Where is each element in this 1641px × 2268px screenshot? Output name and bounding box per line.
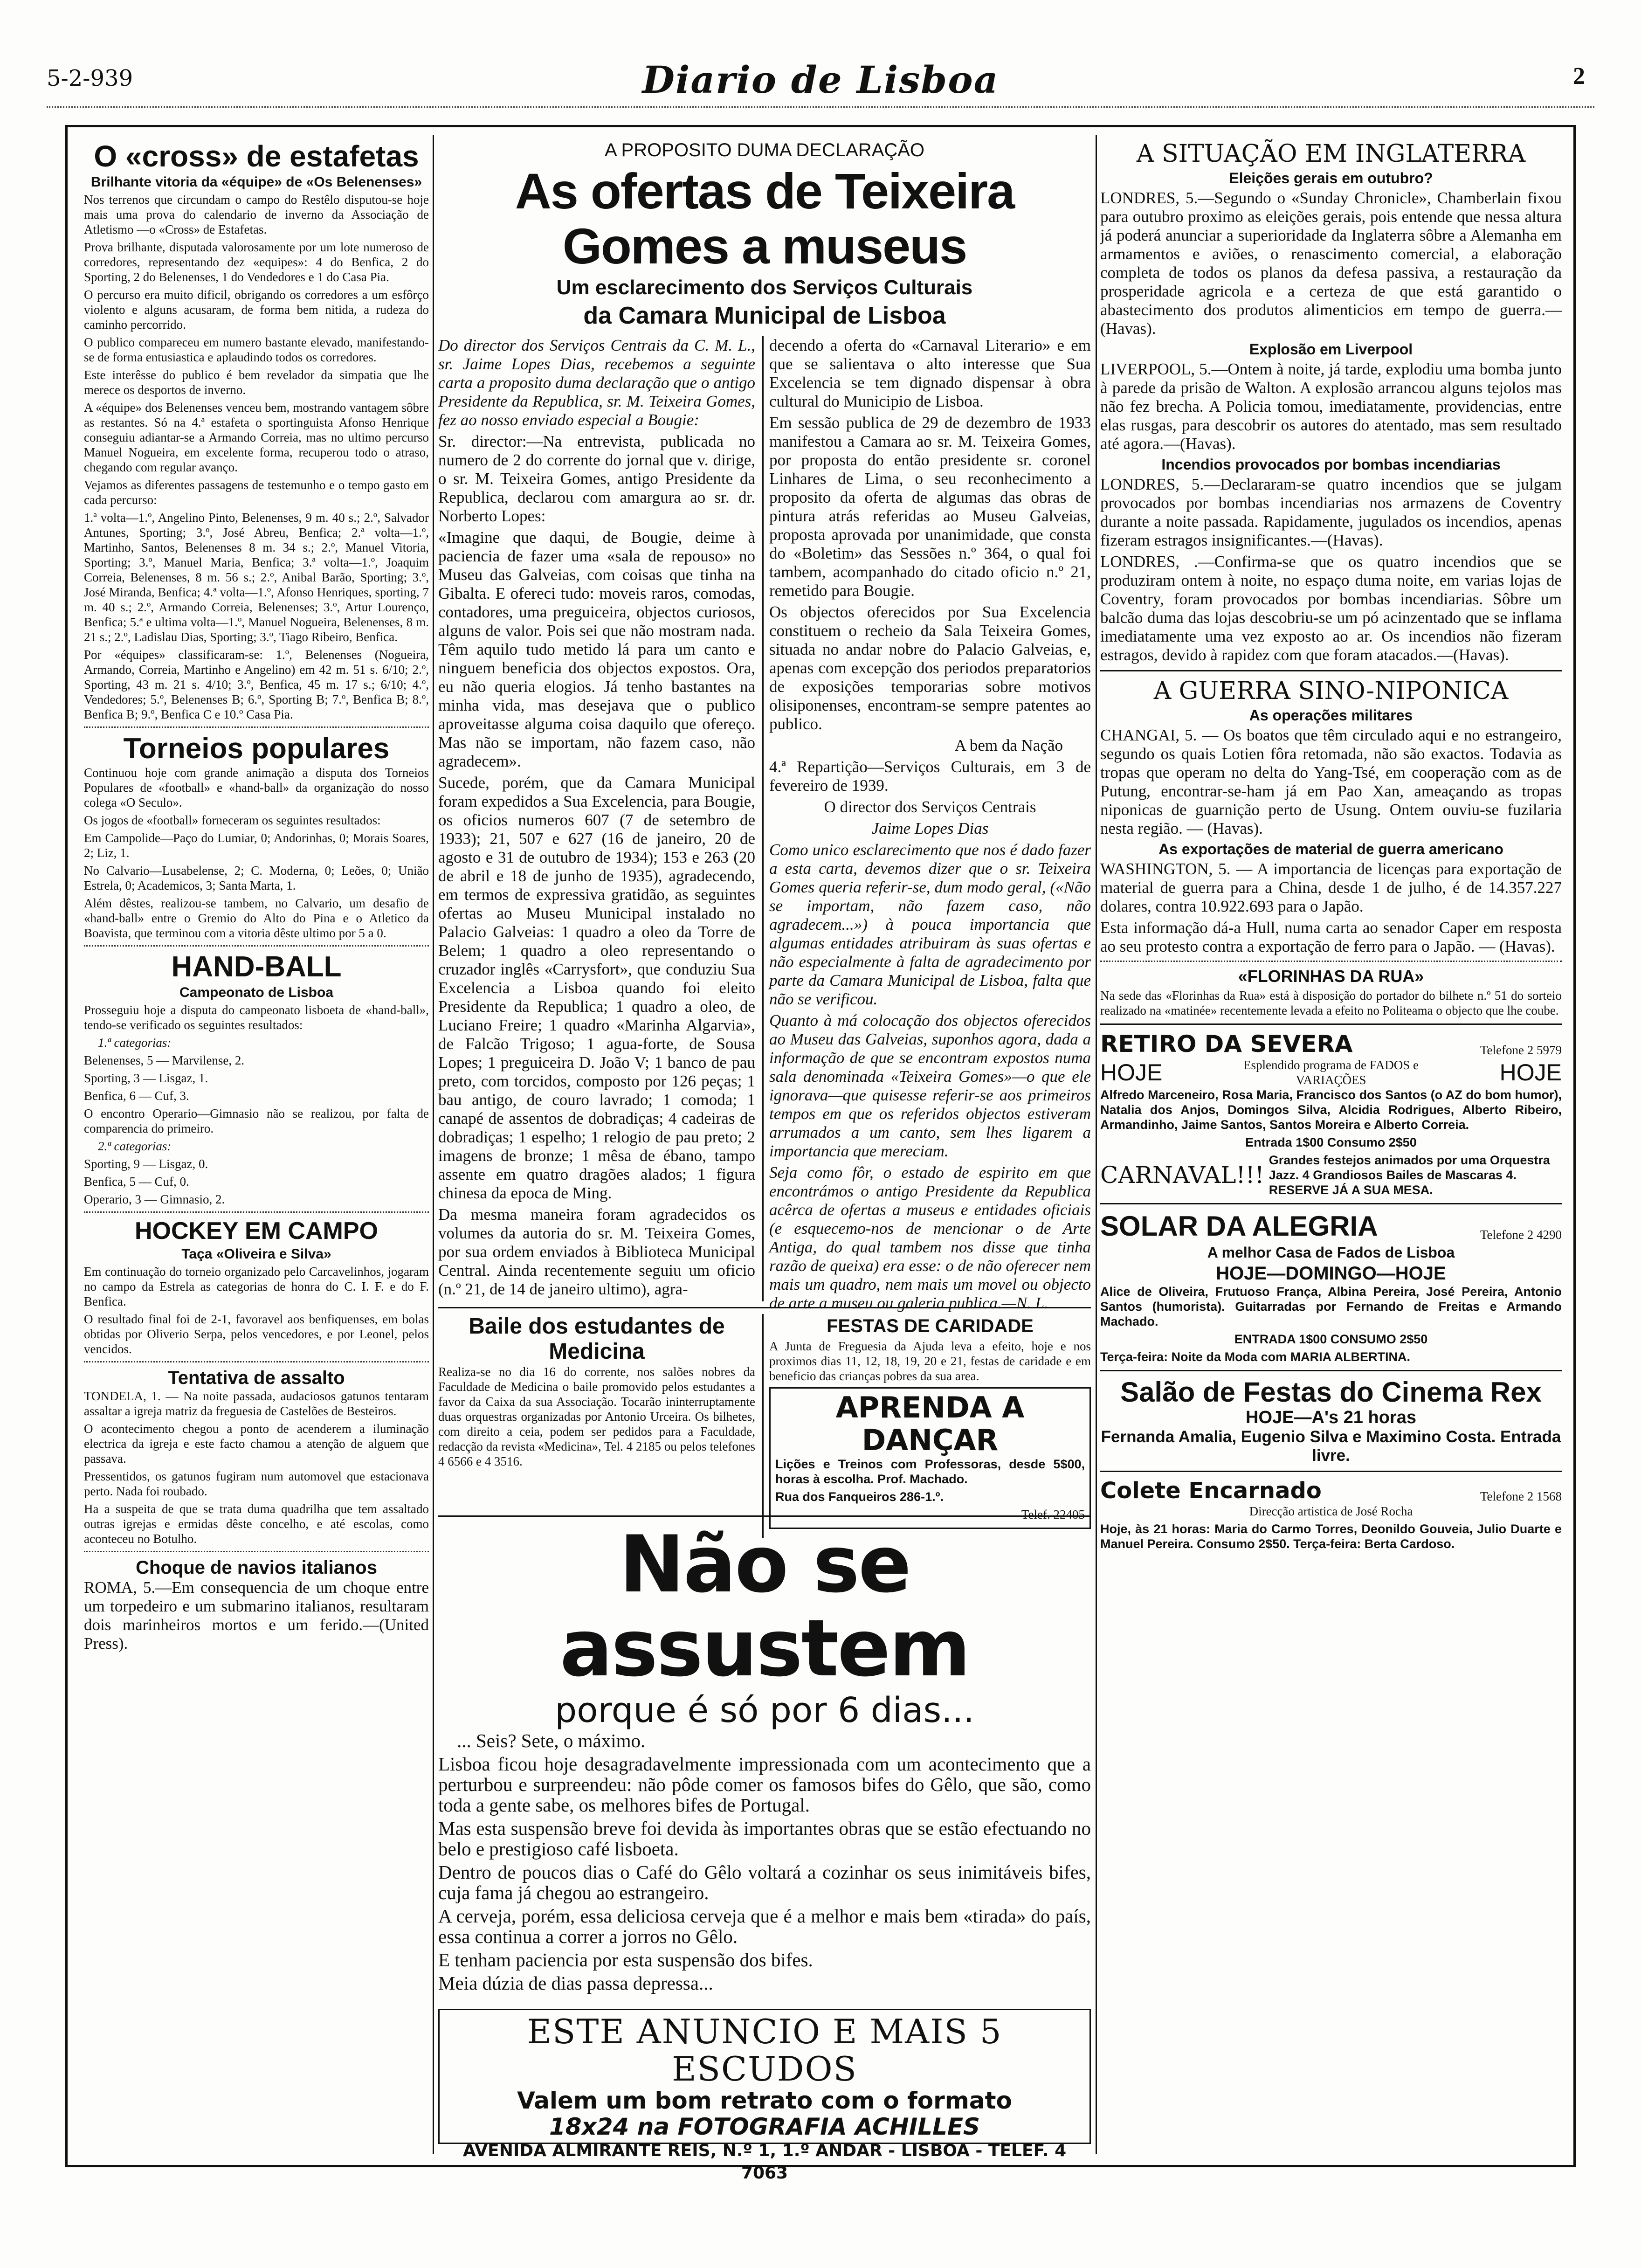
solar-headline: SOLAR DA ALEGRIA xyxy=(1100,1210,1378,1242)
severa-telephone: Telefone 2 5979 xyxy=(1480,1043,1562,1057)
severa-hoje: HOJE xyxy=(1499,1059,1562,1086)
article-headline: As ofertas de Teixeira Gomes a museus xyxy=(515,163,1014,274)
solar-hoje: HOJE—DOMINGO—HOJE xyxy=(1216,1263,1446,1284)
assalto-paragraph: O acontecimento chegou a ponto de acenderem a iluminação electrica da igreja e este facto chamou a atenção de alguem que passava. xyxy=(84,1422,429,1466)
article-paragraph: Sucede, porém, que da Camara Municipal foram expedidos a Sua Excelencia, para Bougie, os oficios numeros 607 (7 de setembro de 1933); 21, 507 e 627 (16 de janeiro, 20 de agosto e 31 de outubro de 1934); 153 e 263 (20 de abril e 18 de junho de 1935), agradecendo, em termos de expressiva gratidão, as seguintes ofertas ao Museu Municipal instalado no Palacio Galveias: 1 quadro a oleo da Torre de Belem; 1 quadro a oleo representando o cruzador inglês «Carrysfort», que conduziu Sua Excelencia a Lisboa quando foi eleito Presidente da Republica; 1 quadro a oleo, de Luciano Freire; 1 quadro «Marinha Algarvia», de Falcão Trigoso; 1 agua-forte, de Sousa Lopes; 1 preguiceira D. João V; 1 banco de pau preto, com torcidos, composto por 126 peças; 1 bau antigo, de couro lavrado; 1 comoda; 1 canapé de assentos de dobradiças; 4 cadeiras de dobradiças; 1 espelho; 1 relogio de pau preto; 2 imagens de bronze; 1 mêsa de ébano, tampo assente em quatro dragões alados; 1 figura chinesa da epoca de Ming. xyxy=(438,774,755,1202)
solar-note: Terça-feira: Noite da Moda com MARIA ALBERTINA. xyxy=(1100,1350,1411,1364)
torneios-paragraph: Os jogos de «football» forneceram os seguintes resultados: xyxy=(84,813,381,827)
column-news-and-ads xyxy=(1100,140,1562,2164)
assalto-paragraph: Pressentidos, os gatunos fugiram num automovel que estacionava perto. Nada foi roubado. xyxy=(84,1469,429,1498)
section-divider xyxy=(84,945,429,947)
achilles-line: 18x24 na FOTOGRAFIA ACHILLES xyxy=(549,2113,980,2140)
torneios-paragraph: Continuou hoje com grande animação a disputa dos Torneios Populares de «football» e «hand-ball» da organização do nosso colega «O Seculo». xyxy=(84,766,429,809)
article-signoff: A bem da Nação xyxy=(954,736,1063,754)
sino-subheadline: As exportações de material de guerra americano xyxy=(1158,841,1503,857)
handball-result: Benfica, 5 — Cuf, 0. xyxy=(84,1175,189,1189)
sino-paragraph: CHANGAI, 5. — Os boatos que têm circulado aqui e no estrangeiro, segundo os quais Lotien fôra retomada, não são exactos. Todavia as tropas que operam no delta do Yang-Tsé, em cooperação com as de Putung, encontrar-se-ham já em Pao Xan, ameaçando as tropas niponicas de guarnição perto de Usung. Ontem ouviu-se fuzilaria nesta região. — (Havas). xyxy=(1100,726,1562,837)
handball-paragraph: Prosseguiu hoje a disputa do campeonato lisboeta de «hand-ball», tendo-se verificado os seguintes resultados: xyxy=(84,1003,429,1032)
article-body xyxy=(438,336,1091,1312)
cross-classification: Por «équipes» classificaram-se: 1.º, Belenenses (Nogueira, Armando, Correia, Martinho e Angelino) em 42 m. 51 s. 6/10; 2.º, Sporting, 43 m. 21 s. 4/10; 3.º, Benfica, 45 m. 17 s.; 6/10; 4.º, Vendedores; 5.º, Belenenses B; 6.º, Sporting B; 7.º, Benfica B; 8.º, Benfica B; 9.º, Benfica C e 10.º Casa Pia. xyxy=(84,648,429,721)
section-divider xyxy=(84,1361,429,1362)
hockey-paragraph: Em continuação do torneio organizado pelo Carcavelinhos, jogaram no campo da Estrela as categorias de honra do C. I. F. e do F. Benfica. xyxy=(84,1265,429,1308)
gelo-paragraph: Meia dúzia de dias passa depressa... xyxy=(438,1972,713,1994)
handball-result: Sporting, 9 — Lisgaz, 0. xyxy=(84,1157,208,1171)
encarnado-telephone: Telefone 2 1568 xyxy=(1480,1489,1562,1503)
section-divider xyxy=(1100,1370,1562,1371)
carnaval-text: Grandes festejos animados por uma Orquestra Jazz. 4 Grandiosos Bailes de Mascaras 4. RESERVE JÁ A SUA MESA. xyxy=(1269,1153,1550,1197)
handball-paragraph: O encontro Operario—Gimnasio não se realizou, por falta de comparencia do primeiro. xyxy=(84,1106,429,1135)
handball-result: Sporting, 3 — Lisgaz, 1. xyxy=(84,1071,208,1085)
column-rule-1 xyxy=(433,135,434,2154)
article-paragraph: Quanto à má colocação dos objectos oferecidos ao Museu das Galveias, suponhos agora, dada a informação de que se encontram expostos numa sala denominada «Teixeira Gomes»—o que ele ignorava—que quisesse referir-se aos primeiros tempos em que os referidos objectos estiveram arrumados a um canto, sem lhes ligarem a importancia que mereciam. xyxy=(769,1011,1091,1160)
section-divider xyxy=(84,1211,429,1213)
torneios-paragraph: Em Campolide—Paço do Lumiar, 0; Andorinhas, 0; Morais Soares, 2; Liz, 1. xyxy=(84,831,429,860)
assalto-paragraph: Ha a suspeita de que se trata duma quadrilha que tem assaltado outras igrejas e ermidas dêste concelho, e até escolas, como aconteceu no Botulho. xyxy=(84,1502,429,1546)
solar-artists: Alice de Oliveira, Frutuoso França, Albina Pereira, José Pereira, Antonio Santos (humorista). Guitarradas por Fernando de Freitas e Armando Machado. xyxy=(1100,1285,1562,1328)
rex-artists: Fernanda Amalia, Eugenio Silva e Maximino Costa. Entrada livre. xyxy=(1101,1428,1561,1465)
article-paragraph: Os objectos oferecidos por Sua Excelencia constituem o recheio da Sala Teixeira Gomes, situada no andar nobre do Palacio Galveias, e, apenas com excepção dos periodos preparatorios de exposições temporarias sobre motivos olisiponenses, encontram-se sempre patentes ao publico. xyxy=(769,603,1091,733)
cross-paragraph: A «équipe» dos Belenenses venceu bem, mostrando vantagem sôbre as restantes. Só na 4.ª estafeta o sportinguista Afonso Henrique conseguiu adiantar-se a Armando Correia, mas no ultimo percurso Manuel Nogueira, em excelente forma, recuperou todo o atraso, chegando com regular avanço. xyxy=(84,401,429,474)
article-paragraph: «Imagine que daqui, de Bougie, deime à paciencia de fazer uma «sala de repouso» no Museu das Galveias, com coisas que tinha na Gibalta. E ofereci tudo: moveis raros, comodas, contadores, uma preguiceira, objectos curiosos, alguns de valor. Pois sei que não mostram nada. Têm aquilo tudo metido lá para um canto e ninguem beneficia dos objectos expostos. Ora, eu não queria elogios. Já tenho bastantes na minha vida, mas desejava que o publico aproveitasse alguma coisa daquilo que ofereço. Mas não se importam, não fazem caso, não agradecem». xyxy=(438,528,755,770)
article-kicker: A PROPOSITO DUMA DECLARAÇÃO xyxy=(604,140,925,160)
assalto-paragraph: TONDELA, 1. — Na noite passada, audaciosos gatunos tentaram assaltar a igreja matriz da freguesia de Castelões de Besteiros. xyxy=(84,1389,429,1418)
rex-hoje: HOJE—A's 21 horas xyxy=(1246,1408,1416,1427)
severa-programme: Esplendido programa de FADOS e VARIAÇÕES xyxy=(1243,1058,1419,1087)
inglaterra-subheadline: Incendios provocados por bombas incendiarias xyxy=(1161,456,1501,473)
choque-headline: Choque de navios italianos xyxy=(136,1557,377,1578)
handball-result: Operario, 3 — Gimnasio, 2. xyxy=(84,1192,225,1206)
florinhas-paragraph: Na sede das «Florinhas da Rua» está à disposição do portador do bilhete n.º 51 do sorteio realizado na «matinée» recentemente levada a efeito no Politeama o objecto que lhe coube. xyxy=(1100,989,1562,1017)
sino-headline: A GUERRA SINO-NIPONICA xyxy=(1153,677,1509,705)
article-paragraph: Como unico esclarecimento que nos é dado fazer a esta carta, devemos dizer que o sr. Teixeira Gomes queria referir-se, dum modo geral, («Não se importam, não fazem caso, não agradecem...») à pouca importancia que algumas entidades atribuiram às suas ofertas e não especialmente à falta de agradecimento por parte da Camara Municipal de Lisboa, falta que não se verificou. xyxy=(769,841,1091,1008)
cross-paragraph: Este interêsse do publico é bem revelador da simpatia que lhe merece os desportos de inverno. xyxy=(84,368,429,397)
encarnado-artists: Hoje, às 21 horas: Maria do Carmo Torres, Deonildo Gouveia, Julio Duarte e Manuel Pereira. Consumo 2$50. Terça-feira: Berta Cardoso. xyxy=(1100,1522,1562,1551)
gelo-paragraph: E tenham paciencia por esta suspensão dos bifes. xyxy=(438,1949,813,1971)
cross-paragraph: Nos terrenos que circundam o campo do Restêlo disputou-se hoje mais uma prova do calendario de inverno da Associação de Atletismo —o «Cross» de Estafetas. xyxy=(84,193,429,236)
gelo-paragraph: Lisboa ficou hoje desagradavelmente impressionada com um acontecimento que a perturbou e surpreendeu: não pôde comer os famosos bifes do Gêlo, que são, como toda a gente sabe, os melhores bifes de Portugal. xyxy=(438,1753,1091,1816)
article-column-left xyxy=(438,336,755,1301)
handball-category: 2.ª categorias: xyxy=(98,1139,172,1153)
achilles-advertisement xyxy=(438,2009,1091,2183)
encarnado-direction: Direcção artistica de José Rocha xyxy=(1249,1504,1413,1518)
hockey-headline: HOCKEY EM CAMPO xyxy=(135,1217,378,1245)
solar-telephone: Telefone 2 4290 xyxy=(1480,1228,1562,1242)
hockey-paragraph: O resultado final foi de 2-1, favoravel aos benfiquenses, em bolas obtidas por Oliverio Serpa, pelos vencedores, e por Leonel, pelos vencidos. xyxy=(84,1312,429,1356)
handball-result: Benfica, 6 — Cuf, 3. xyxy=(84,1089,189,1103)
torneios-paragraph: Além dêstes, realizou-se tambem, no Calvario, um desafio de «hand-ball» entre o Gremio do Alto do Pina e o Atletico da Boavista, que terminou com a vitoria dêste ultimo por 5 a 0. xyxy=(84,896,429,940)
gelo-headline: Não se assustem xyxy=(559,1519,970,1694)
assalto-headline: Tentativa de assalto xyxy=(168,1368,345,1388)
handball-headline: HAND-BALL xyxy=(171,951,342,983)
article-subheadline: da Camara Municipal de Lisboa xyxy=(583,302,946,329)
cross-subheadline: Brilhante vitoria da «équipe» de «Os Belenenses» xyxy=(90,174,422,190)
solar-prices: ENTRADA 1$00 CONSUMO 2$50 xyxy=(1234,1332,1428,1346)
encarnado-ad xyxy=(1100,1478,1562,1551)
issue-date: 5-2-939 xyxy=(47,65,133,91)
gelo-subheadline: porque é só por 6 dias... xyxy=(555,1690,974,1730)
article-column-right xyxy=(769,336,1091,1312)
hockey-subheadline: Taça «Oliveira e Silva» xyxy=(181,1246,331,1262)
section-divider xyxy=(1100,961,1562,962)
achilles-line: Valem um bom retrato com o formato xyxy=(517,2087,1012,2114)
article-paragraph: Da mesma maneira foram agradecidos os volumes da autoria do sr. M. Teixeira Gomes, por sua ordem enviados à Biblioteca Municipal Central. Ainda recentemente seguiu um oficio (n.º 21, de 14 de janeiro ultimo), agra- xyxy=(438,1205,755,1298)
severa-ad xyxy=(1100,1030,1562,1197)
carnaval-headline: CARNAVAL!!! xyxy=(1100,1162,1264,1189)
section-divider xyxy=(84,726,429,728)
section-divider xyxy=(1100,1203,1562,1204)
article-column-rule xyxy=(762,336,764,1301)
severa-hoje: HOJE xyxy=(1100,1059,1163,1086)
severa-prices: Entrada 1$00 Consumo 2$50 xyxy=(1245,1135,1417,1149)
ad-rule xyxy=(438,1515,1091,1517)
solar-subheadline: A melhor Casa de Fados de Lisboa xyxy=(1207,1244,1455,1261)
baile-headline: Baile dos estudantes de Medicina xyxy=(469,1314,725,1364)
inglaterra-paragraph: LIVERPOOL, 5.—Ontem à noite, já tarde, explodiu uma bomba junto à parede da prisão de Walton. A explosão arrancou alguns tejolos mas não fez brecha. A Policia tomou, imediatamente, providencias, entre elas rusgas, para descobrir os autores do atentado, mas sem resultado até agora.—(Havas). xyxy=(1100,360,1562,453)
section-divider xyxy=(1100,1023,1562,1025)
encarnado-headline: Colete Encarnado xyxy=(1100,1478,1322,1504)
masthead-rule xyxy=(47,106,1594,108)
newspaper-title: Diario de Lisboa xyxy=(642,58,999,102)
gelo-advertisement xyxy=(438,1515,1091,2005)
column-sports xyxy=(84,140,429,2164)
page-number: 2 xyxy=(1573,63,1585,90)
inglaterra-paragraph: LONDRES, .—Confirma-se que os quatro incendios que se produziram ontem à noite, no espaço duma noite, em varias lojas de Coventry, foram provocados por bombas incendiarias. Sôbre um balcão duma das lojas descobriu-se um pó acinzentado que se inflama imediatamente uma vez exposto ao ar. Os incendios não fizeram estragos, devido à rapidez com que foram atacados.—(Havas). xyxy=(1100,553,1562,664)
article-paragraph: Sr. director:—Na entrevista, publicada no numero de 2 do corrente do jornal que v. dirige, o sr. M. Teixeira Gomes, antigo Presidente da Republica, declarou com amargura ao sr. dr. Norberto Lopes: xyxy=(438,432,755,525)
article-paragraph: Em sessão publica de 29 de dezembro de 1933 manifestou a Camara ao sr. M. Teixeira Gomes, por proposta do então presidente sr. coronel Linhares de Lima, o seu reconhecimento a proposito da oferta de algumas das obras de pintura atrás referidas ao Museu Galveias, proposta aprovada por unanimidade, que consta do «Boletim» das Sessões n.º 364, o qual foi tambem, acompanhado do citado oficio n.º 21, remetido para Bougie. xyxy=(769,414,1091,600)
rex-headline: Salão de Festas do Cinema Rex xyxy=(1120,1376,1542,1408)
cross-paragraph: Prova brilhante, disputada valorosamente por um lote numeroso de corredores, representando dez «equipes»: 4 do Benfica, 2 do Sporting, 2 do Belenenses, 1 do Vendedores e 1 do Casa Pia. xyxy=(84,240,429,284)
article-subheadline: Um esclarecimento dos Serviços Culturais xyxy=(556,276,973,299)
baile-box xyxy=(438,1314,755,1538)
handball-subheadline: Campeonato de Lisboa xyxy=(179,985,334,1000)
danca-text: Lições e Treinos com Professoras, desde 5$00, horas à escolha. Prof. Machado. xyxy=(775,1457,1085,1486)
severa-headline: RETIRO DA SEVERA xyxy=(1100,1030,1353,1058)
danca-ad xyxy=(769,1387,1091,1529)
inglaterra-subheadline: Eleições gerais em outubro? xyxy=(1229,170,1433,187)
section-divider xyxy=(1100,670,1562,671)
inglaterra-paragraph: LONDRES, 5.—Segundo o «Sunday Chronicle», Chamberlain fixou para outubro proximo as eleições gerais, pois entende que nessa altura já poderá anunciar a superioridade da Inglaterra sôbre a Alemanha em armamentos e aviões, o renascimento comercial, a elaboração completa de todos os planos da defesa passiva, a restauração da prosperidade agricola e a certeza de que está garantido o abastecimento dos produtos alimenticios em tempo de guerra.—(Havas). xyxy=(1100,189,1562,338)
gelo-paragraph: Mas esta suspensão breve foi devida às importantes obras que se estão efectuando no belo e prestigioso café lisboeta. xyxy=(438,1818,1091,1860)
handball-result: Belenenses, 5 — Marvilense, 2. xyxy=(84,1053,245,1067)
column-rule-2 xyxy=(1096,135,1097,2154)
article-signoff: O director dos Serviços Centrais xyxy=(824,798,1036,816)
severa-artists: Alfredo Marceneiro, Rosa Maria, Francisco dos Santos (o AZ do bom humor), Natalia dos Anjos, Domingos Silva, Alcidia Rodrigues, Alberto Ribeiro, Armandinho, Jaime Santos, Santos Moreira e Alberto Correia. xyxy=(1100,1088,1562,1132)
festas-paragraph: A Junta de Freguesia da Ajuda leva a efeito, hoje e nos proximos dias 11, 12, 18, 19, 20 e 21, festas de caridade e em beneficio das crianças pobres da sua area. xyxy=(769,1339,1091,1383)
article-paragraph: decendo a oferta do «Carnaval Literario» e em que se salientava o alto interesse que Sua Excelencia se tem dignado dispensar à obra cultural do Municipio de Lisboa. xyxy=(769,336,1091,410)
baile-paragraph: Realiza-se no dia 16 do corrente, nos salões nobres da Faculdade de Medicina o baile promovido pelos estudantes a favor da Caixa da sua Associação. Tocarão ininterruptamente duas orquestras organizadas por Antonio Urceira. Os bilhetes, com direito a ceia, podem ser pedidos para a Faculdade, redacção da revista «Medicina», Tel. 4 2185 ou pelos telefones 4 6566 e 4 3516. xyxy=(438,1365,755,1468)
cross-headline: O «cross» de estafetas xyxy=(94,139,419,173)
section-divider xyxy=(84,1551,429,1552)
lower-column-rule xyxy=(762,1314,764,1538)
sino-subheadline: As operações militares xyxy=(1249,707,1413,724)
achilles-address: AVENIDA ALMIRANTE REIS, N.º 1, 1.º ANDAR - LISBOA - TELEF. 4 7063 xyxy=(462,2141,1067,2183)
sino-paragraph: WASHINGTON, 5. — A importancia de licenças para exportação de material de guerra para a China, desde 1 de julho, é de 14.357.227 dolares, contra 10.922.693 para o Japão. xyxy=(1100,860,1562,915)
florinhas-headline: «FLORINHAS DA RUA» xyxy=(1238,967,1424,986)
danca-address: Rua dos Fanqueiros 286-1.º. xyxy=(775,1490,944,1504)
festas-box xyxy=(769,1314,1091,1538)
article-signoff: Jaime Lopes Dias xyxy=(871,819,989,837)
section-divider xyxy=(1100,1471,1562,1472)
cross-paragraph: Vejamos as diferentes passagens de testemunho e o tempo gasto em cada percurso: xyxy=(84,478,429,507)
inglaterra-paragraph: LONDRES, 5.—Declararam-se quatro incendios que se julgam provocados por bombas incendiarias nos armazens de Coventry durante a noite passada. Rapidamente, jugulados os incendios, apenas fizeram estragos insignificantes.—(Havas). xyxy=(1100,475,1562,549)
danca-headline: APRENDA A DANÇAR xyxy=(835,1390,1025,1457)
festas-headline: FESTAS DE CARIDADE xyxy=(827,1316,1034,1336)
cross-paragraph: O percurso era muito dificil, obrigando os corredores a um esfôrço violento e alguns acusaram, de forma bem nitida, a rudeza do caminho percorrido. xyxy=(84,288,429,332)
choque-paragraph: ROMA, 5.—Em consequencia de um choque entre um torpedeiro e um submarino italianos, resultaram dois marinheiros mortos e um ferido.—(United Press). xyxy=(84,1578,429,1653)
lower-boxes xyxy=(438,1314,1091,1538)
torneios-paragraph: No Calvario—Lusabelense, 2; C. Moderna, 0; Leões, 0; União Estrela, 0; Academicos, 3; Santa Marta, 1. xyxy=(84,864,429,892)
gelo-paragraph: ... Seis? Sete, o máximo. xyxy=(457,1730,646,1751)
article-paragraph: 4.ª Repartição—Serviços Culturais, em 3 de fevereiro de 1939. xyxy=(769,758,1091,795)
gelo-paragraph: Dentro de poucos dias o Café do Gêlo voltará a cozinhar os seus inimitáveis bifes, cuja fama já chegou ao estrangeiro. xyxy=(438,1861,1091,1903)
article-paragraph: Do director dos Serviços Centrais da C. M. L., sr. Jaime Lopes Dias, recebemos a seguinte carta a proposito duma declaração que o antigo Presidente da Republica, sr. M. Teixeira Gomes, fez ao nosso enviado especial a Bougie: xyxy=(438,336,755,429)
cross-paragraph: O publico compareceu em numero bastante elevado, manifestando-se de forma entusiastica e aplaudindo todos os corredores. xyxy=(84,335,429,364)
danca-telephone: Telef. 22405 xyxy=(1021,1507,1085,1521)
masthead xyxy=(47,58,1594,103)
column-main-article xyxy=(438,140,1091,1521)
achilles-headline: ESTE ANUNCIO E MAIS 5 ESCUDOS xyxy=(527,2012,1002,2088)
rex-ad xyxy=(1100,1377,1562,1465)
article-paragraph: Seja como fôr, o estado de espirito em que encontrámos o antigo Presidente da Republica acêrca de ofertas a museus e entidades oficiais (e esquecemo-nos de mencionar o de Arte Antiga, do qual tambem nos disse que tinha razão de queixa) era esse: o de não oferecer nem mais um quadro, nem mais um movel ou objecto de arte a museu ou galeria publica.—N. L. xyxy=(769,1163,1091,1312)
cross-results: 1.ª volta—1.º, Angelino Pinto, Belenenses, 9 m. 40 s.; 2.º, Salvador Antunes, Sporting; 3.º, José Abreu, Benfica; 2.ª volta—1.º, Martinho, Santos, Belenenses 8 m. 34 s.; 2.º, Manuel Vitoria, Sporting; 3.º, Manuel Maria, Benfica; 3.ª volta—1.º, Joaquim Correia, Belenenses, 8 m. 56 s.; 2.º, Anibal Barão, Sporting; 3.º, José Miranda, Benfica; 4.ª volta—1.º, Afonso Henriques, sporting, 7 m. 40 s.; 2.º, Armando Correia, Belenenses; 3.º, Artur Lourenço, Benfica; 5.ª e ultima volta—1.º, Manuel Nogueira, Belenenses, 8 m. 21 s.; 2.º, Ladislau Dias, Sporting; 3.º, Tiago Ribeiro, Benfica. xyxy=(84,511,429,644)
handball-category: 1.ª categorias: xyxy=(98,1036,172,1050)
torneios-headline: Torneios populares xyxy=(123,733,390,765)
inglaterra-headline: A SITUAÇÃO EM INGLATERRA xyxy=(1136,140,1526,168)
inglaterra-subheadline: Explosão em Liverpool xyxy=(1249,341,1413,358)
gelo-paragraph: A cerveja, porém, essa deliciosa cerveja que é a melhor e mais bem «tirada» do país, essa continua a correr a jorros no Gêlo. xyxy=(438,1905,1091,1947)
sino-paragraph: Esta informação dá-a Hull, numa carta ao senador Caper em resposta ao seu protesto contra a exportação de ferro para o Japão. — (Havas). xyxy=(1100,919,1562,955)
solar-ad xyxy=(1100,1210,1562,1364)
